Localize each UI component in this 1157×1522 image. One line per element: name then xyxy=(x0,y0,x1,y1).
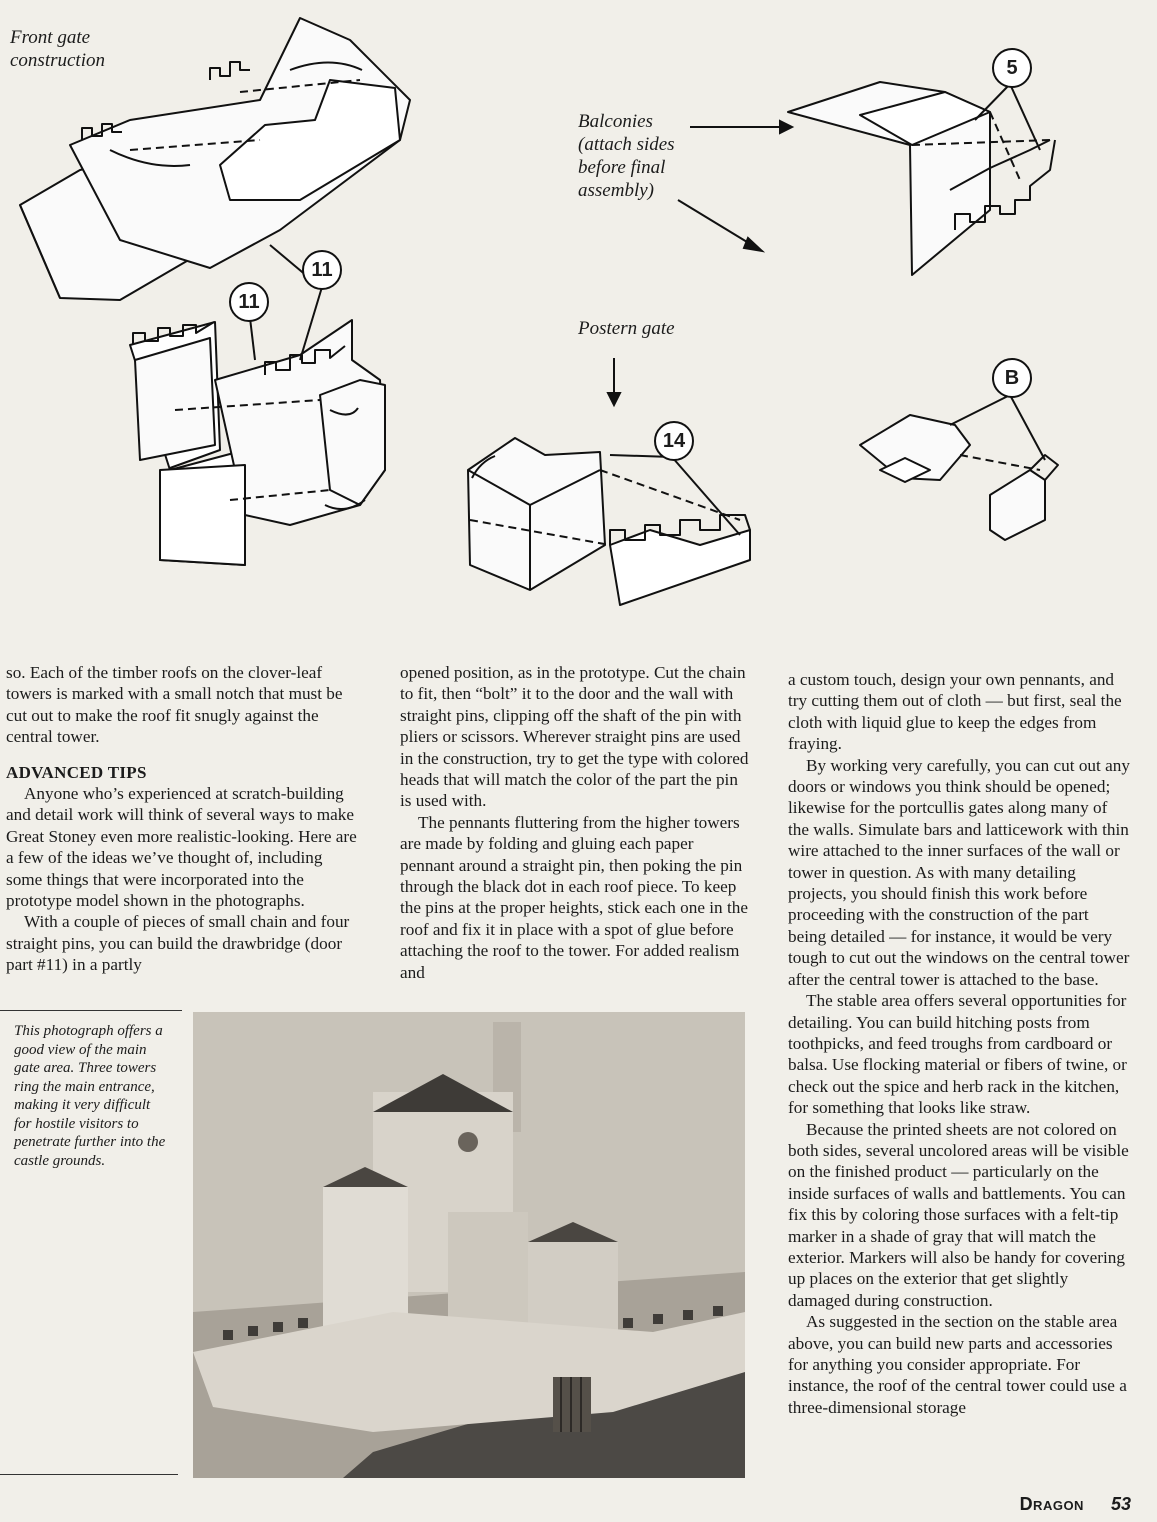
section-heading: ADVANCED TIPS xyxy=(6,762,147,782)
castle-photograph xyxy=(193,1012,745,1478)
caption-rule-top xyxy=(0,1010,182,1011)
column-3 xyxy=(788,669,1131,1418)
column-2 xyxy=(400,662,752,983)
column3-paragraph-4: Because the printed sheets are not colored on both sides, several uncolored areas will be visible on the finished product — particularly on the inside surfaces of walls and battlements. You can fix this by coloring those surfaces with a felt-tip marker in a shade of gray that will match the exterior. Markers will also be handy for covering up places on the exterior that get slightly damaged during construction. xyxy=(788,1119,1129,1310)
caption-rule-bottom xyxy=(0,1474,178,1475)
column3-paragraph-1: a custom touch, design your own pennants, and try cutting them out of cloth — but first, seal the cloth with liquid glue to keep the edges from fraying. xyxy=(788,670,1122,754)
balconies-label: Balconies (attach sides before final assembly) xyxy=(578,111,675,201)
column3-paragraph-5: As suggested in the section on the stable area above, you can build new parts and accessories for anything you consider appropriate. For instance, the roof of the central tower could use a three-dimensional storage xyxy=(788,1312,1127,1417)
callout-11-upper: 11 xyxy=(302,250,342,290)
postern-gate-label: Postern gate xyxy=(578,318,675,339)
magazine-name: Dragon xyxy=(1019,1494,1084,1514)
photo-caption: This photograph offers a good view of the main gate area. Three towers ring the main entrance, making it very difficult for hostile visitors to penetrate further into the castle grounds. xyxy=(14,1023,166,1169)
callout-11-lower: 11 xyxy=(229,282,269,322)
column1-paragraph-3: With a couple of pieces of small chain and four straight pins, you can build the drawbridge (door part #11) in a partly xyxy=(6,912,350,975)
postern-gate-diagram xyxy=(468,438,750,605)
column2-paragraph-1: opened position, as in the prototype. Cut the chain to fit, then “bolt” it to the door and the wall with straight pins, clipping off the shaft of the pin with pliers or scissors. Wherever straight pins are used in the construction, try to get the type with colored heads that will match the color of the part the pin is used with. xyxy=(400,663,749,811)
column-1 xyxy=(6,662,358,976)
column1-paragraph-2: Anyone who’s experienced at scratch-building and detail work will think of several ways to make Great Stoney even more realistic-looking. Here are a few of the ideas we’ve thought of, including some things that were incorporated into the prototype model shown in the photographs. xyxy=(6,784,357,911)
callout-b: B xyxy=(992,358,1032,398)
front-gate-label: Front gate construction xyxy=(10,27,105,71)
balcony-b-diagram xyxy=(860,415,1058,540)
castle-photo-illustration xyxy=(193,1012,745,1478)
callout-14: 14 xyxy=(654,421,694,461)
column3-paragraph-2: By working very carefully, you can cut out any doors or windows you think should be opened; likewise for the portcullis gates along many of the walls. Simulate bars and latticework with thin wire attached to the inner surfaces of the wall or tower in question. As with many detailing projects, you should finish this work before proceeding with the construction of the part being detailed — for instance, it would be very tough to cut out the windows on the central tower after the central tower is attached to the base. xyxy=(788,755,1130,989)
column2-paragraph-2: The pennants fluttering from the higher towers are made by folding and gluing each paper pennant around a straight pin, then poking the pin through the black dot in each roof piece. To keep the pins at the proper heights, stick each one in the roof and fix it in place with a spot of glue before attaching the roof to the tower. For added realism and xyxy=(400,812,748,982)
column3-paragraph-3: The stable area offers several opportunities for detailing. You can build hitching posts from toothpicks, and feed troughs from cardboard or balsa. Use flocking material or fibers of twine, or check out the spice and herb rack in the kitchen, for something that looks like straw. xyxy=(788,991,1127,1118)
page-number: 53 xyxy=(1110,1494,1131,1514)
tower-assembly-diagram xyxy=(130,320,385,565)
page-footer xyxy=(1020,1494,1131,1515)
balcony-diagram xyxy=(788,82,1055,275)
column1-paragraph-1: so. Each of the timber roofs on the clover-leaf towers is marked with a small notch that must be cut out to make the roof fit snugly against the central tower. xyxy=(6,663,343,747)
callout-5: 5 xyxy=(992,48,1032,88)
